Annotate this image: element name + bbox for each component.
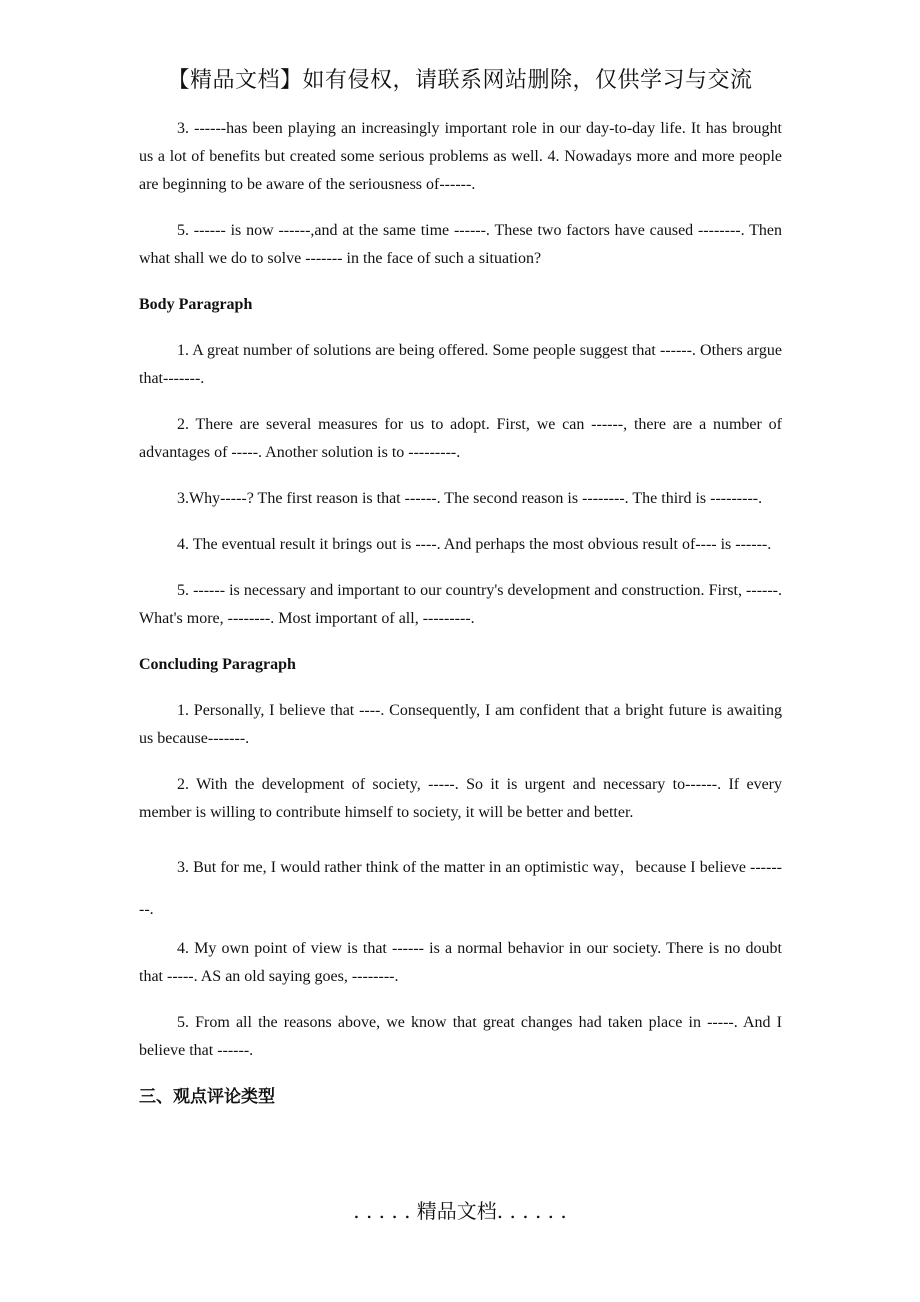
concluding-item-2: 2. With the development of society, -----. So it is urgent and necessary to------. If every member is willing to contribute himself to society, it will be better and better. xyxy=(139,776,782,821)
section-3-heading: 三、观点评论类型 xyxy=(139,1087,275,1107)
body-item-2: 2. There are several measures for us to adopt. First, we can ------, there are a number of advantages of -----. Another solution is to ---------. xyxy=(139,416,782,461)
concluding-item-3: 3. But for me, I would rather think of the matter in an optimistic way，because I believe --------. xyxy=(139,859,782,918)
body-paragraph-heading: Body Paragraph xyxy=(139,296,253,313)
concluding-paragraph-heading: Concluding Paragraph xyxy=(139,656,296,673)
concluding-item-5: 5. From all the reasons above, we know that great changes had taken place in -----. And I believe that ------. xyxy=(139,1014,782,1059)
intro-paragraph-3: 3. ------has been playing an increasingly important role in our day-to-day life. It has brought us a lot of benefits but created some serious problems as well. 4. Nowadays more and more people are beginning to be aware of the seriousness of------. xyxy=(139,120,782,193)
intro-paragraph-5: 5. ------ is now ------,and at the same time ------. These two factors have caused --------. Then what shall we do to solve ------- in the face of such a situation? xyxy=(139,222,782,267)
body-item-5: 5. ------ is necessary and important to our country's development and construction. First, ------. What's more, --------. Most important of all, ---------. xyxy=(139,582,782,627)
page-footer: . . . . . 精品文档. . . . . . xyxy=(353,1199,567,1223)
body-item-3: 3.Why-----? The first reason is that ------. The second reason is --------. The third is ---------. xyxy=(177,490,763,507)
document-body xyxy=(139,115,782,1111)
body-item-4: 4. The eventual result it brings out is ----. And perhaps the most obvious result of---- is ------. xyxy=(177,536,772,553)
concluding-item-1: 1. Personally, I believe that ----. Consequently, I am confident that a bright future is awaiting us because-------. xyxy=(139,702,782,747)
page-header: 【精品文档】如有侵权，请联系网站删除，仅供学习与交流 xyxy=(167,68,753,93)
body-item-1: 1. A great number of solutions are being offered. Some people suggest that ------. Others argue that-------. xyxy=(139,342,782,387)
concluding-item-4: 4. My own point of view is that ------ is a normal behavior in our society. There is no doubt that -----. AS an old saying goes, --------. xyxy=(139,940,782,985)
